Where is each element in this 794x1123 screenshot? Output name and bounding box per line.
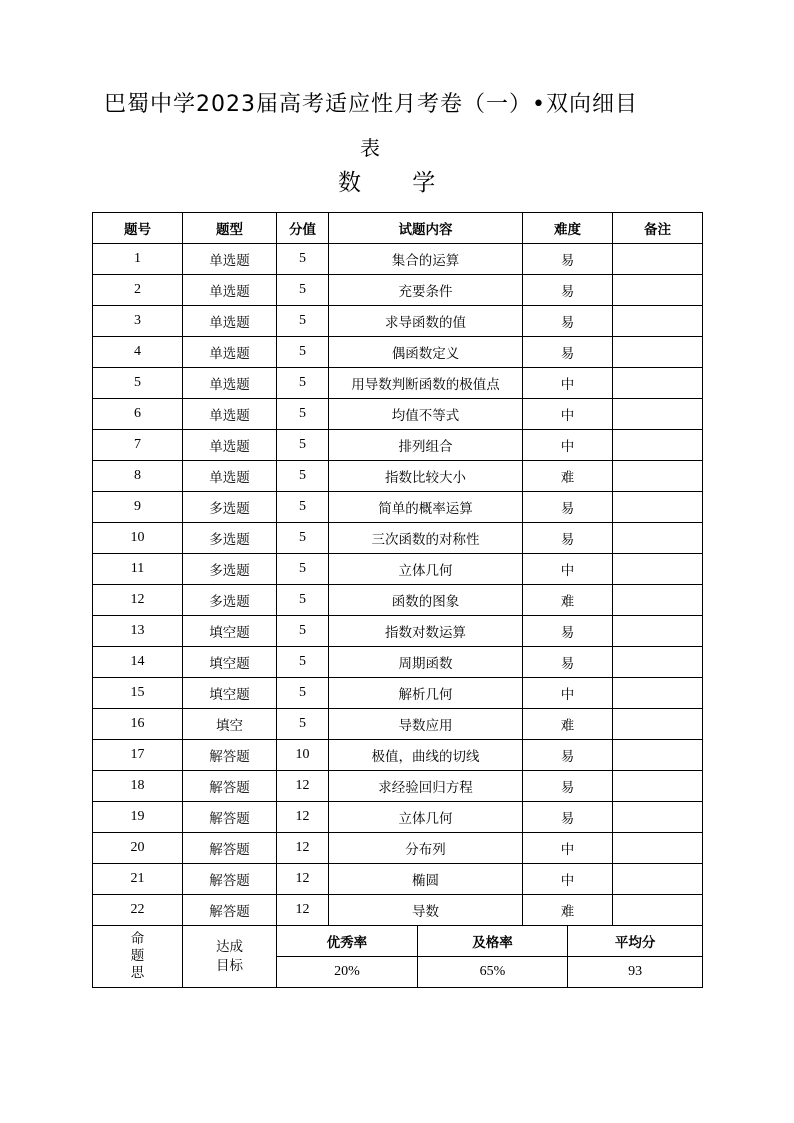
cell-difficulty: 中 [523,864,613,895]
table-row [93,244,703,275]
table-row [93,492,703,523]
cell-content: 函数的图象 [329,585,523,616]
cell-number: 13 [93,616,183,647]
cell-score: 5 [277,709,329,740]
cell-type: 多选题 [183,554,277,585]
cell-number: 19 [93,802,183,833]
footer-target-line: 达成 [216,938,243,955]
table-row [93,771,703,802]
cell-content: 导数 [329,895,523,926]
cell-note [613,523,703,554]
table-row [93,585,703,616]
cell-number: 10 [93,523,183,554]
cell-number: 15 [93,678,183,709]
cell-score: 5 [277,368,329,399]
cell-note [613,709,703,740]
subject-heading: 数 学 [338,170,458,196]
cell-score: 12 [277,864,329,895]
cell-content: 充要条件 [329,275,523,306]
cell-note [613,585,703,616]
detail-table [92,212,703,988]
cell-number: 18 [93,771,183,802]
table-row [93,678,703,709]
metric-name: 及格率 [417,926,567,957]
cell-type: 单选题 [183,399,277,430]
cell-score: 5 [277,461,329,492]
cell-difficulty: 易 [523,802,613,833]
cell-type: 单选题 [183,244,277,275]
cell-score: 5 [277,275,329,306]
cell-score: 5 [277,616,329,647]
cell-type: 解答题 [183,771,277,802]
cell-score: 12 [277,771,329,802]
cell-number: 12 [93,585,183,616]
cell-score: 5 [277,523,329,554]
header-score: 分值 [277,213,329,244]
cell-content: 均值不等式 [329,399,523,430]
cell-note [613,430,703,461]
cell-content: 解析几何 [329,678,523,709]
cell-note [613,554,703,585]
cell-content: 用导数判断函数的极值点 [329,368,523,399]
table-body [93,244,703,926]
cell-type: 解答题 [183,833,277,864]
cell-type: 单选题 [183,306,277,337]
table-row [93,895,703,926]
cell-type: 解答题 [183,864,277,895]
cell-note [613,492,703,523]
cell-type: 填空题 [183,647,277,678]
table-row [93,368,703,399]
cell-score: 5 [277,554,329,585]
footer-row [93,926,703,988]
table-row [93,306,703,337]
cell-content: 立体几何 [329,802,523,833]
cell-type: 多选题 [183,585,277,616]
cell-content: 分布列 [329,833,523,864]
cell-number: 5 [93,368,183,399]
cell-content: 偶函数定义 [329,337,523,368]
cell-type: 填空题 [183,678,277,709]
cell-note [613,244,703,275]
cell-number: 11 [93,554,183,585]
table-header-row [93,213,703,244]
metrics-cell [277,926,703,988]
metric-value: 93 [568,957,702,988]
cell-note [613,678,703,709]
cell-score: 12 [277,833,329,864]
cell-type: 解答题 [183,802,277,833]
cell-difficulty: 易 [523,771,613,802]
cell-note [613,802,703,833]
cell-content: 求经验回归方程 [329,771,523,802]
table-row [93,430,703,461]
cell-difficulty: 易 [523,337,613,368]
cell-difficulty: 易 [523,275,613,306]
footer-target-line: 目标 [216,957,243,974]
cell-content: 指数比较大小 [329,461,523,492]
cell-type: 单选题 [183,368,277,399]
cell-number: 2 [93,275,183,306]
cell-note [613,833,703,864]
cell-content: 导数应用 [329,709,523,740]
cell-number: 9 [93,492,183,523]
cell-content: 集合的运算 [329,244,523,275]
cell-number: 22 [93,895,183,926]
header-number: 题号 [93,213,183,244]
header-note: 备注 [613,213,703,244]
cell-type: 单选题 [183,275,277,306]
table-row [93,275,703,306]
cell-score: 5 [277,647,329,678]
cell-content: 求导函数的值 [329,306,523,337]
table-row [93,616,703,647]
cell-content: 极值，曲线的切线 [329,740,523,771]
cell-number: 21 [93,864,183,895]
cell-score: 5 [277,306,329,337]
cell-score: 5 [277,678,329,709]
cell-difficulty: 中 [523,554,613,585]
cell-difficulty: 中 [523,430,613,461]
cell-difficulty: 易 [523,306,613,337]
cell-difficulty: 中 [523,833,613,864]
table-row [93,740,703,771]
metric-name: 优秀率 [277,926,417,957]
cell-note [613,399,703,430]
cell-type: 多选题 [183,492,277,523]
cell-type: 解答题 [183,895,277,926]
cell-content: 排列组合 [329,430,523,461]
table-row [93,554,703,585]
cell-number: 3 [93,306,183,337]
cell-number: 16 [93,709,183,740]
cell-type: 单选题 [183,337,277,368]
cell-type: 解答题 [183,740,277,771]
cell-content: 椭圆 [329,864,523,895]
cell-difficulty: 难 [523,585,613,616]
cell-difficulty: 中 [523,678,613,709]
cell-score: 5 [277,244,329,275]
cell-difficulty: 难 [523,461,613,492]
cell-score: 5 [277,337,329,368]
metrics-header-row [277,926,702,957]
header-difficulty: 难度 [523,213,613,244]
cell-note [613,895,703,926]
cell-note [613,461,703,492]
cell-note [613,275,703,306]
cell-score: 5 [277,492,329,523]
footer-target [183,926,277,988]
cell-number: 14 [93,647,183,678]
cell-difficulty: 易 [523,740,613,771]
cell-score: 5 [277,585,329,616]
cell-type: 填空 [183,709,277,740]
cell-note [613,616,703,647]
cell-score: 12 [277,802,329,833]
cell-content: 立体几何 [329,554,523,585]
cell-number: 4 [93,337,183,368]
metric-name: 平均分 [568,926,702,957]
cell-number: 20 [93,833,183,864]
table-row [93,864,703,895]
cell-number: 8 [93,461,183,492]
cell-note [613,864,703,895]
cell-number: 6 [93,399,183,430]
cell-difficulty: 易 [523,523,613,554]
table-row [93,461,703,492]
cell-content: 指数对数运算 [329,616,523,647]
cell-note [613,647,703,678]
table-row [93,523,703,554]
cell-number: 7 [93,430,183,461]
document-title: 巴蜀中学2023届高考适应性月考卷（一）•双向细目 [104,92,638,117]
cell-score: 12 [277,895,329,926]
table-row [93,399,703,430]
cell-difficulty: 易 [523,616,613,647]
metric-value: 20% [334,964,360,979]
cell-note [613,337,703,368]
cell-type: 单选题 [183,461,277,492]
table-row [93,833,703,864]
cell-content: 周期函数 [329,647,523,678]
cell-content: 三次函数的对称性 [329,523,523,554]
cell-number: 17 [93,740,183,771]
table-row [93,709,703,740]
cell-note [613,740,703,771]
cell-type: 多选题 [183,523,277,554]
metrics-table [277,926,702,987]
metric-value: 65% [417,957,567,988]
cell-score: 5 [277,399,329,430]
cell-number: 1 [93,244,183,275]
cell-difficulty: 易 [523,647,613,678]
table-row [93,337,703,368]
cell-difficulty: 易 [523,244,613,275]
cell-content: 简单的概率运算 [329,492,523,523]
document-title-continued: 表 [360,136,380,160]
cell-score: 5 [277,430,329,461]
footer-label-line: 命 [130,931,145,947]
cell-score: 10 [277,740,329,771]
header-type: 题型 [183,213,277,244]
cell-difficulty: 易 [523,492,613,523]
footer-label [93,926,183,988]
header-content: 试题内容 [329,213,523,244]
footer-label-line: 题 [130,948,145,964]
cell-difficulty: 中 [523,399,613,430]
footer-label-line: 思 [130,965,145,981]
cell-difficulty: 难 [523,895,613,926]
cell-note [613,306,703,337]
table-row [93,647,703,678]
table-row [93,802,703,833]
cell-difficulty: 中 [523,368,613,399]
metrics-value-row [277,957,702,988]
cell-note [613,771,703,802]
cell-note [613,368,703,399]
cell-difficulty: 难 [523,709,613,740]
cell-type: 单选题 [183,430,277,461]
cell-type: 填空题 [183,616,277,647]
